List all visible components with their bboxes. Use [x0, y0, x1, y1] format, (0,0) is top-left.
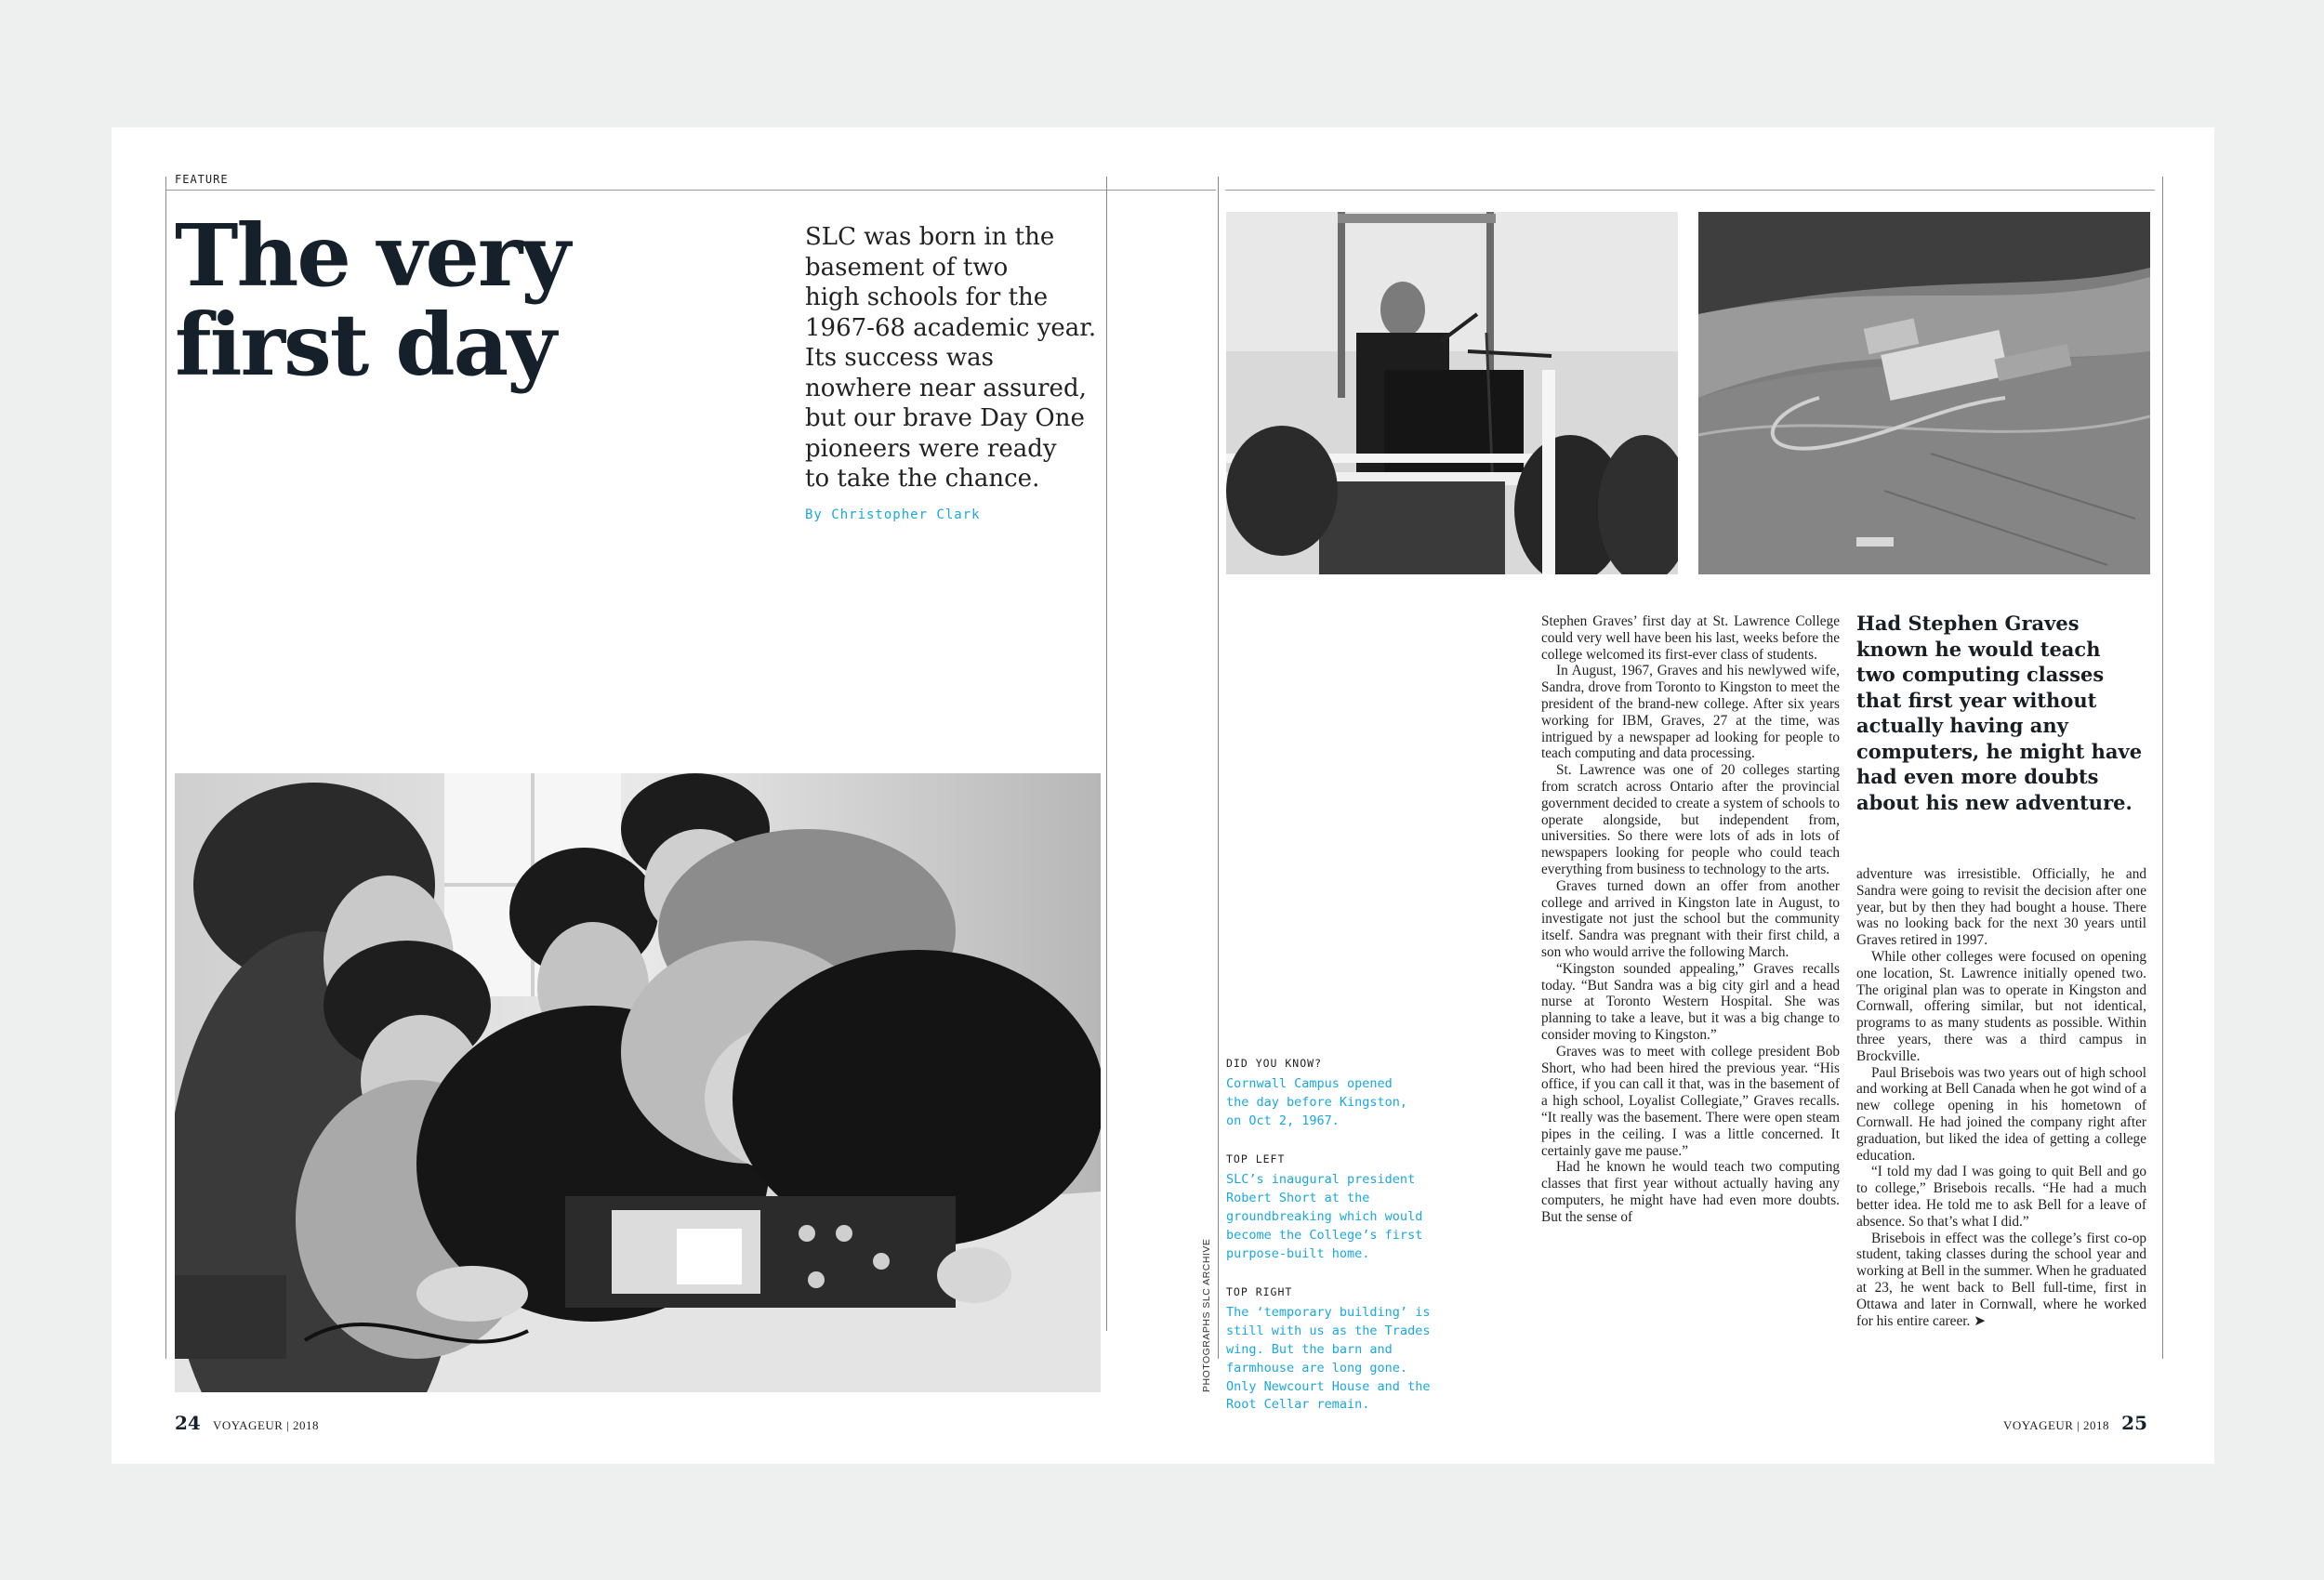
aerial-photo-svg: [1698, 212, 2150, 574]
gutter-rule-left: [1106, 177, 1107, 1331]
body-paragraph: Stephen Graves’ first day at St. Lawrence College could very well have been his last, weeks before the college welcomed its first-ever class of students.: [1541, 613, 1840, 663]
folio-left: [175, 1412, 319, 1434]
top-rule-left: [165, 190, 1216, 191]
sidebar-note-did-you-know: [1226, 1057, 1468, 1130]
dek-line: nowhere near assured,: [805, 374, 1087, 402]
folio-text-right: VOYAGEUR | 2018: [2002, 1418, 2110, 1432]
body-paragraph: In August, 1967, Graves and his newlywed wife, Sandra, drove from Toronto to Kingston to meet the president of the brand-new college. After six years working for IBM, Graves, 27 at the time, was intrigued by a newspaper ad looking for people to teach computing and data processing.: [1541, 663, 1840, 762]
pull-quote-line: two computing classes: [1856, 663, 2105, 686]
sidebar-text: [1226, 1171, 1468, 1263]
sidebar-line: the day before Kingston,: [1226, 1094, 1408, 1110]
sidebar-heading: TOP LEFT: [1226, 1152, 1286, 1166]
sidebar-line: groundbreaking which would: [1226, 1208, 1423, 1224]
body-paragraph: Graves turned down an offer from another college and arrived in Kingston late in August, to investigate not just the school but the community itself. Sandra was pregnant with their first child, a son who would arrive the following March.: [1541, 877, 1840, 960]
magazine-spread: [112, 127, 2214, 1464]
dek-line: Its success was: [805, 344, 994, 372]
section-label: FEATURE: [175, 173, 229, 186]
body-paragraph: Graves was to meet with college president Bob Short, who had been hired the previous year. “His office, if you can call it that, was in the basement of a high school, Loyalist Collegiate,” Graves recalls. “It really was the basement. There were open steam pipes in the ceiling. I was a little concerned. It certainly gave me pause.”: [1541, 1043, 1840, 1159]
dek-line: but our brave Day One: [805, 404, 1085, 432]
sidebar-note-top-right: [1226, 1285, 1468, 1415]
sidebar-text: [1226, 1304, 1468, 1415]
headline-line-2: first day: [175, 295, 555, 395]
sidebar-line: Robert Short at the: [1226, 1191, 1370, 1206]
pull-quote-line: had even more doubts: [1856, 765, 2099, 788]
photo-aerial-campus: [1698, 212, 2150, 574]
sidebar-line: The ‘temporary building’ is: [1226, 1305, 1431, 1321]
body-paragraph: St. Lawrence was one of 20 colleges starting from scratch across Ontario after the provincial government decided to create a system of schools to operate alongside, but independent from, universities. So there were lots of ads in lots of newspapers looking for people who could teach everything from business to technology to the arts.: [1541, 762, 1840, 877]
sidebar-text: [1226, 1075, 1468, 1130]
sidebar-line: Root Cellar remain.: [1226, 1397, 1370, 1413]
page-number-right: 25: [2121, 1412, 2147, 1434]
sidebar-line: Only Newcourt House and the: [1226, 1378, 1431, 1394]
right-margin-rule: [2162, 177, 2163, 1359]
pull-quote-line: known he would teach: [1856, 637, 2101, 661]
body-paragraph: Had he known he would teach two computing classes that first year without actually having any computers, he might have had even more doubts. But the sense of: [1541, 1159, 1840, 1225]
body-column-2: [1856, 866, 2146, 1480]
pull-quote-line: about his new adventure.: [1856, 790, 2133, 814]
body-paragraph: Brisebois in effect was the college’s first co-op student, taking classes during the school year and working at Bell in the summer. When he graduated at 23, he went back to Bell full-time, first in Ottawa and later in Cornwall, where he worked for his entire career. ➤: [1856, 1230, 2146, 1329]
sidebar-line: farmhouse are long gone.: [1226, 1360, 1408, 1376]
sidebar-line: SLC’s inaugural president: [1226, 1172, 1416, 1188]
pull-quote-line: computers, he might have: [1856, 739, 2143, 763]
sidebar-note-top-left: [1226, 1152, 1468, 1263]
sidebar: [1226, 1057, 1468, 1415]
folio-right: [2003, 1412, 2147, 1434]
body-paragraph: “Kingston sounded appealing,” Graves recalls today. “But Sandra was a big city girl and a head nurse at Toronto Western Hospital. She was planning to take a leave, but it was a big change to consider moving to Kingston.”: [1541, 960, 1840, 1043]
pull-quote-line: Had Stephen Graves: [1856, 612, 2080, 635]
pull-quote-line: actually having any: [1856, 714, 2068, 737]
body-paragraph: adventure was irresistible. Officially, he and Sandra were going to revisit the decision after one year, but by then they had bought a house. There was no looking back for the next 30 years until Graves retired in 1997.: [1856, 866, 2146, 949]
sidebar-line: become the College’s first: [1226, 1227, 1423, 1243]
dek-line: to take the chance.: [805, 465, 1040, 493]
dek-line: SLC was born in the: [805, 223, 1055, 251]
sidebar-line: wing. But the barn and: [1226, 1341, 1393, 1357]
byline: By Christopher Clark: [805, 507, 981, 522]
dek-line: high schools for the: [805, 283, 1049, 311]
sidebar-heading: TOP RIGHT: [1226, 1285, 1293, 1299]
sidebar-line: purpose-built home.: [1226, 1245, 1370, 1261]
dek-line: pioneers were ready: [805, 434, 1057, 463]
left-margin-rule: [165, 177, 166, 1359]
sidebar-line: still with us as the Trades: [1226, 1323, 1431, 1339]
dek: [805, 222, 1096, 494]
sidebar-heading: DID YOU KNOW?: [1226, 1057, 1323, 1070]
sidebar-line: on Oct 2, 1967.: [1226, 1113, 1340, 1128]
photo-students-radio: [175, 773, 1101, 1392]
folio-text-left: VOYAGEUR | 2018: [212, 1418, 320, 1432]
headline-line-1: The very: [175, 205, 569, 306]
gutter-rule-right: [1218, 177, 1219, 1359]
photo-president-podium: [1226, 212, 1678, 574]
pull-quote-line: that first year without: [1856, 688, 2097, 712]
body-column-1: [1541, 613, 1840, 1524]
page-number-left: 24: [175, 1412, 201, 1434]
dek-line: basement of two: [805, 253, 1009, 282]
pull-quote: [1856, 611, 2142, 815]
sidebar-line: Cornwall Campus opened: [1226, 1076, 1393, 1091]
body-paragraph: While other colleges were focused on opening one location, St. Lawrence initially opened two. The original plan was to operate in Kingston and Cornwall, offering similar, but not identical, programs to as many students as possible. Within three years, there was a third campus in Brockville.: [1856, 948, 2146, 1064]
top-rule-right: [1225, 190, 2155, 191]
body-paragraph: Paul Brisebois was two years out of high school and working at Bell Canada when he got wind of a new college opening in his hometown of Cornwall. He had joined the company right after graduation, but liked the idea of getting a college education.: [1856, 1064, 2146, 1164]
podium-photo-svg: [1226, 212, 1678, 574]
photo-credit: PHOTOGRAPHS SLC ARCHIVE: [1201, 1238, 1212, 1392]
headline: [175, 205, 569, 395]
students-photo-svg: [175, 773, 1101, 1392]
dek-line: 1967-68 academic year.: [805, 313, 1097, 342]
body-paragraph: “I told my dad I was going to quit Bell and go to college,” Brisebois recalls. “He had a much better idea. He told me to ask Bell for a leave of absence. So that’s what I did.”: [1856, 1164, 2146, 1230]
